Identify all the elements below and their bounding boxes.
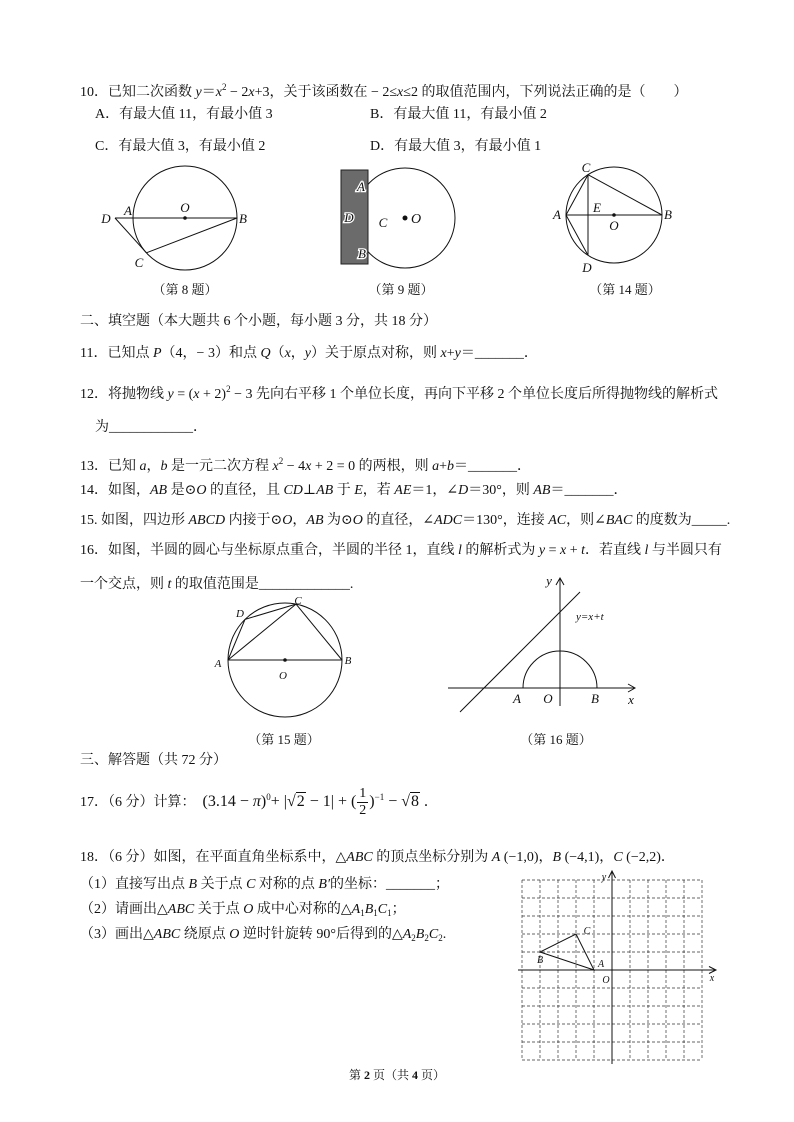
question-10-option-d: D．有最大值 3，有最小值 1 — [370, 139, 542, 154]
math-sub: 2 — [411, 933, 416, 943]
label-b: B — [591, 691, 599, 706]
math-i: x — [215, 85, 222, 100]
math-frac-part: 2 — [359, 803, 367, 819]
math-m: − 1| + ( — [305, 793, 357, 810]
text-run: 的度数为_____. — [632, 513, 731, 528]
text-run: 17．（6 分）计算： — [80, 795, 203, 810]
section-3-heading: 三、解答题（共 72 分） — [80, 753, 227, 768]
label-c: C — [294, 595, 302, 607]
math-i: y — [454, 346, 461, 361]
math-sub: 2 — [424, 933, 429, 943]
text-run: (−4,1)， — [561, 850, 614, 865]
math-sqrt-part: 8 — [411, 793, 420, 810]
math-i: D — [458, 483, 469, 498]
math-i: AB — [150, 483, 168, 498]
label-d: D — [236, 608, 244, 620]
math-i: B — [552, 850, 562, 865]
text-run: +3，关于该函数在 − 2≤ — [254, 85, 398, 100]
text-run: − 2 — [226, 85, 249, 100]
math-frac-part: 1 — [359, 786, 367, 802]
math-i: t — [581, 543, 586, 558]
figure-8-caption: （第 8 题） — [152, 282, 218, 297]
figure-16-caption: （第 16 题） — [520, 732, 592, 747]
label-o: O — [180, 200, 190, 215]
math-i: ABC — [346, 850, 373, 865]
text-run: 10．已知二次函数 — [80, 85, 196, 100]
math-sup: 0 — [266, 792, 271, 802]
math-i: B — [415, 927, 425, 942]
tangent-dc — [115, 218, 146, 253]
math-i: A — [351, 902, 361, 917]
math-i: x — [440, 346, 447, 361]
section-2-heading: 二、填空题（本大题共 6 个小题，每小题 3 分，共 18 分） — [80, 314, 437, 329]
math-sub: 2 — [438, 933, 443, 943]
label-a: A — [214, 658, 222, 670]
math-m: (3.14 − — [202, 793, 253, 810]
figure-9 — [341, 168, 455, 268]
figure-15-caption: （第 15 题） — [248, 732, 320, 747]
text-run: − 4 — [283, 459, 306, 474]
math-i: ABCD — [188, 513, 226, 528]
math-i: l — [644, 543, 649, 558]
math-i: O — [229, 927, 240, 942]
math-i: y — [304, 346, 312, 361]
text-run: ⊥ — [302, 483, 317, 498]
text-run: ， — [292, 513, 307, 528]
math-i: C — [613, 850, 623, 865]
math-i: y — [195, 85, 202, 100]
label-line-equation: y=x+t — [576, 611, 604, 623]
label-a: A — [597, 959, 605, 970]
math-i: x — [272, 459, 279, 474]
math-i: A — [491, 850, 501, 865]
math-i: AB — [533, 483, 551, 498]
label-b: B — [358, 246, 366, 261]
text-run: ）关于原点对称，则 — [311, 346, 441, 361]
math-sqrt-part: 2 — [296, 793, 305, 810]
label-d: D — [101, 211, 111, 226]
figure-15 — [214, 595, 352, 717]
label-c: C — [378, 215, 388, 230]
math-m: + | — [270, 793, 287, 810]
text-run: 与半圆只有 — [648, 543, 722, 558]
label-a: A — [124, 203, 132, 218]
figure-16 — [448, 573, 635, 712]
text-run: 13．已知 — [80, 459, 140, 474]
math-sub: 1 — [373, 908, 378, 918]
label-b: B — [664, 207, 672, 222]
text-run: (−1,0)， — [500, 850, 553, 865]
label-c: C — [581, 160, 591, 175]
math-sub: 1 — [387, 908, 392, 918]
math-b: 4 — [412, 1068, 419, 1082]
question-10-option-b: B．有最大值 11，有最小值 2 — [370, 107, 547, 122]
label-d: D — [344, 210, 354, 225]
label-d: D — [582, 260, 592, 275]
math-i: a — [432, 459, 440, 474]
text-run: 对称的点 — [255, 877, 319, 892]
label-e: E — [593, 200, 601, 215]
math-i: P — [152, 346, 162, 361]
label-b: B — [536, 955, 544, 966]
math-i: CD — [283, 483, 303, 498]
chord-ad — [566, 215, 588, 255]
text-run: 18．（6 分）如图，在平面直角坐标系中，△ — [80, 850, 347, 865]
math-i: a — [139, 459, 147, 474]
math-i: ABC — [153, 927, 181, 942]
math-i: C — [377, 902, 388, 917]
text-run: ＝1，∠ — [411, 483, 459, 498]
text-run: 第 — [348, 1068, 364, 1082]
math-i: x — [193, 387, 200, 402]
question-10-option-c: C．有最大值 3，有最小值 2 — [95, 139, 266, 154]
math-i: B′ — [318, 877, 331, 892]
text-run: ＝_______． — [460, 346, 538, 361]
math-m: ) — [260, 793, 267, 810]
math-sup: 2 — [221, 82, 227, 92]
label-c: C — [134, 255, 144, 270]
math-i: B — [364, 902, 374, 917]
math-i: O — [282, 513, 293, 528]
center-point — [403, 216, 408, 221]
text-run: + 2 = 0 的两根，则 — [311, 459, 433, 474]
text-run: 是⊙ — [167, 483, 197, 498]
label-y-axis: y — [601, 872, 607, 883]
label-c: C — [583, 926, 591, 937]
math-i: O — [243, 902, 254, 917]
math-b: 2 — [363, 1068, 370, 1082]
text-run: 为⊙ — [323, 513, 353, 528]
label-x-axis: x — [709, 973, 715, 984]
label-o: O — [543, 691, 553, 706]
text-run: 的直径，∠ — [362, 513, 435, 528]
math-sup: −1 — [374, 792, 385, 802]
label-y-axis: y — [546, 573, 552, 588]
text-run: 一个交点，则 — [80, 577, 168, 592]
math-mi: π — [252, 793, 261, 810]
math-i: AC — [548, 513, 567, 528]
text-run: 的直径，且 — [206, 483, 284, 498]
text-run: 15. 如图，四边形 — [80, 513, 189, 528]
label-b: B — [239, 211, 247, 226]
text-run: （2）请画出△ — [80, 902, 168, 917]
math-i: y — [167, 387, 174, 402]
label-b: B — [344, 655, 352, 667]
text-run: = — [545, 543, 561, 558]
math-i: Q — [260, 346, 271, 361]
text-run: 页（共 — [369, 1068, 413, 1082]
math-m: . — [420, 793, 429, 810]
math-sub: 1 — [360, 908, 365, 918]
math-i: x — [397, 85, 404, 100]
text-run: 页） — [418, 1068, 446, 1082]
text-run: 是一元二次方程 — [167, 459, 273, 474]
text-run: ≤2 的取值范围内，下列说法正确的是（ ） — [403, 85, 688, 100]
math-i: x — [560, 543, 567, 558]
text-run: 12．将抛物线 — [80, 387, 168, 402]
text-run: ＝_______． — [550, 483, 628, 498]
text-run: 11．已知点 — [80, 346, 153, 361]
text-run: 逆时针旋转 90°后得到的△ — [239, 927, 403, 942]
math-i: AB — [316, 483, 334, 498]
math-i: B — [188, 877, 198, 892]
text-run: + 2) — [199, 387, 227, 402]
text-run: 14．如图， — [80, 483, 150, 498]
math-i: O — [352, 513, 363, 528]
text-run: 关于点 — [194, 902, 244, 917]
figure-14 — [552, 160, 672, 275]
math-i: x — [284, 346, 291, 361]
math-i: E — [354, 483, 363, 498]
text-run: 绕原点 — [180, 927, 230, 942]
math-i: AB — [306, 513, 324, 528]
math-i: y — [538, 543, 546, 558]
math-i: l — [458, 543, 462, 558]
text-run: （4，− 3）和点 — [161, 346, 261, 361]
math-i: ADC — [434, 513, 463, 528]
text-run: ； — [391, 902, 406, 917]
question-10-option-a: A．有最大值 11，有最小值 3 — [95, 107, 273, 122]
math-i: b — [447, 459, 455, 474]
math-i: O — [196, 483, 207, 498]
figure-14-caption: （第 14 题） — [589, 282, 661, 297]
math-i: AE — [394, 483, 412, 498]
text-run: 内接于⊙ — [225, 513, 283, 528]
label-o: O — [410, 212, 422, 227]
text-run: − 3 先向右平移 1 个单位长度，再向下平移 2 个单位长度后所得抛物线的解析式 — [230, 387, 718, 402]
figure-9-caption: （第 9 题） — [368, 282, 434, 297]
label-a: A — [513, 691, 521, 706]
text-run: = ( — [173, 387, 194, 402]
center-point — [612, 213, 616, 217]
text-run: ．若直线 — [585, 543, 645, 558]
text-run: ， — [290, 346, 305, 361]
text-run: + — [566, 543, 582, 558]
label-a: A — [357, 179, 365, 194]
figure-8 — [100, 166, 247, 270]
text-run: ，若 — [362, 483, 395, 498]
text-run: （1）直接写出点 — [80, 877, 189, 892]
text-run: （3）画出△ — [80, 927, 154, 942]
label-o: O — [609, 218, 619, 233]
math-i: BAC — [605, 513, 633, 528]
math-i: C — [246, 877, 256, 892]
math-i: t — [167, 577, 172, 592]
center-point — [283, 658, 287, 662]
text-run: ， — [146, 459, 161, 474]
text-run: ＝ — [201, 85, 216, 100]
text-run: ＝130°，连接 — [462, 513, 549, 528]
chord-ad — [228, 619, 245, 660]
math-i: A — [402, 927, 412, 942]
chord-dc — [245, 604, 296, 619]
text-run: 的顶点坐标分别为 — [372, 850, 492, 865]
text-run: 的取值范围是_____________. — [171, 577, 354, 592]
text-run: 16．如图，半圆的圆心与坐标原点重合，半圆的半径 1，直线 — [80, 543, 458, 558]
label-x-axis: x — [628, 692, 634, 707]
label-a: A — [553, 207, 561, 222]
math-i: x — [305, 459, 312, 474]
math-i: x — [248, 85, 255, 100]
chord-ac — [566, 175, 588, 215]
math-m: ) — [369, 793, 375, 810]
text-run: 的解析式为 — [461, 543, 539, 558]
label-o: O — [602, 975, 610, 986]
math-sup: 2 — [278, 456, 284, 466]
text-run: . — [442, 927, 447, 942]
text-run: 于 — [333, 483, 355, 498]
text-run: ，则∠ — [566, 513, 606, 528]
math-i: ABC — [167, 902, 195, 917]
text-run: 成中心对称的△ — [253, 902, 352, 917]
text-run: （ — [270, 346, 285, 361]
text-run: ＝_______． — [454, 459, 532, 474]
math-i: C — [428, 927, 439, 942]
text-run: + — [446, 346, 455, 361]
text-run: (−2,2)． — [622, 850, 675, 865]
math-m: − — [384, 793, 402, 810]
text-run: + — [439, 459, 448, 474]
text-run: 关于点 — [197, 877, 247, 892]
center-point — [183, 216, 187, 220]
text-run: 的坐标：_______； — [330, 877, 450, 892]
text-run: 为____________． — [95, 420, 207, 435]
chord-cb — [146, 218, 237, 253]
math-sup: 2 — [226, 384, 231, 394]
math-i: b — [160, 459, 168, 474]
label-o: O — [279, 670, 287, 682]
figure-18 — [518, 871, 716, 1064]
text-run: ＝30°，则 — [468, 483, 534, 498]
